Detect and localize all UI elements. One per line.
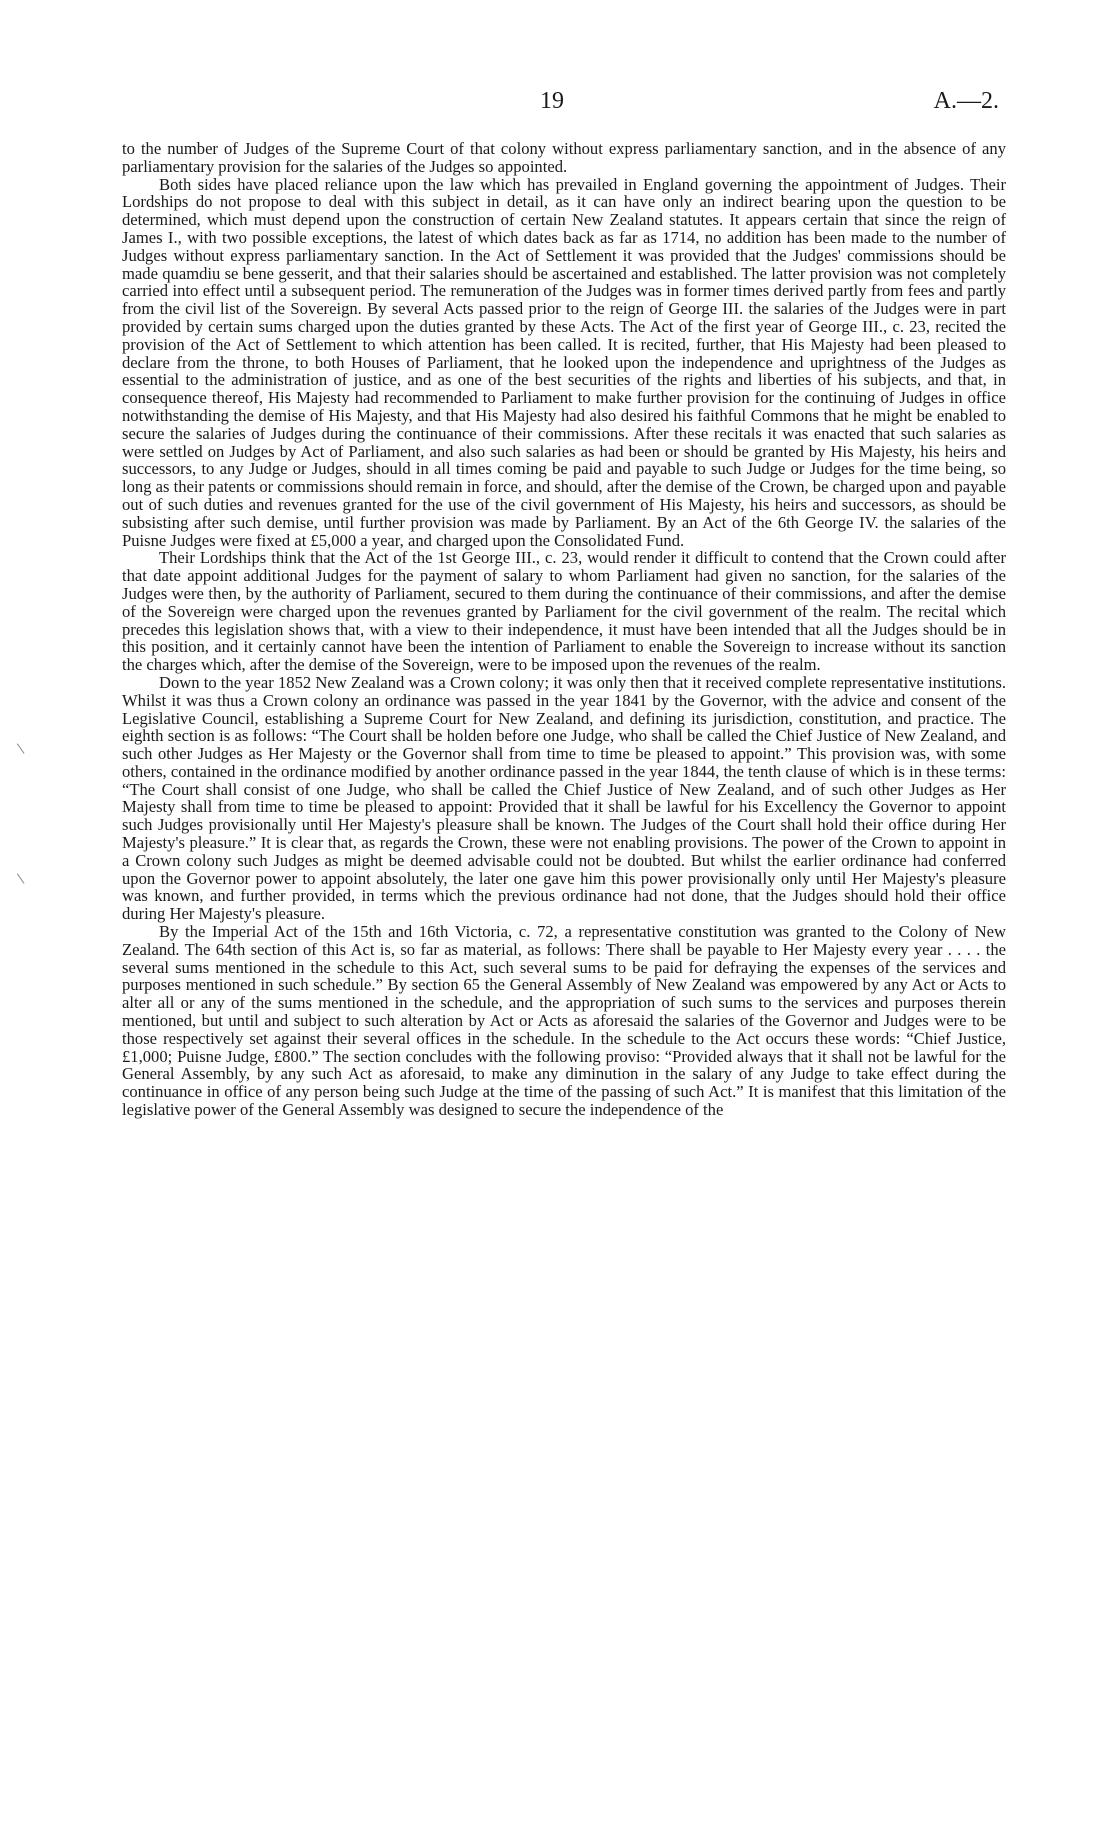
paragraph-continuation: to the number of Judges of the Supreme Court of that colony without express parliamentary sanction, and in the absence of any parliamentary provision for the salaries of the Judges so appointed. — [122, 139, 1006, 176]
paragraph-imperial-act: By the Imperial Act of the 15th and 16th Victoria, c. 72, a representative constitution was granted to the Colony of New Zealand. The 64th section of this Act is, so far as material, as follows: There shall be payable to Her Majesty every year . . . . the several sums mentioned in the schedule to this Act, such several sums to be paid for defraying the expenses of the services and purposes mentioned in such schedule.” By section 65 the General Assembly of New Zealand was empowered by any Act or Acts to alter all or any of the sums mentioned in the schedule, and the appropriation of such sums to the services and purposes therein mentioned, but until and subject to such alteration by Act or Acts as aforesaid the salaries of the Governor and Judges were to be those respectively set against their several offices in the schedule. In the schedule to the Act occurs these words: “Chief Justice, £1,000; Puisne Judge, £800.” The section concludes with the following proviso: “Provided always that it shall not be lawful for the General Assembly, by any such Act as aforesaid, to make any diminution in the salary of any Judge to take effect during the continuance in office of any person being such Judge at the time of the passing of such Act.” It is manifest that this limitation of the legislative power of the General Assembly was designed to secure the independence of the — [122, 922, 1006, 1120]
margin-mark — [17, 872, 26, 884]
page-header — [0, 88, 1114, 122]
page-code: A.—2. — [933, 88, 999, 114]
paragraph-george-iii-act: Their Lordships think that the Act of the 1st George III., c. 23, would render it difficult to contend that the Crown could after that date appoint additional Judges for the payment of salary to whom Parliament had given no sanction, for the salaries of the Judges were then, by the authority of Parliament, secured to them during the continuance of their commissions, and after the demise of the Sovereign were charged upon the revenues granted by Parliament for the civil government of the realm. The recital which precedes this legislation shows that, with a view to their independence, it must have been intended that all the Judges should be in this position, and it certainly cannot have been the intention of Parliament to enable the Sovereign to increase without its sanction the charges which, after the demise of the Sovereign, were to be imposed upon the revenues of the realm. — [122, 548, 1006, 675]
paragraph-crown-colony: Down to the year 1852 New Zealand was a Crown colony; it was only then that it received complete representative institutions. Whilst it was thus a Crown colony an ordinance was passed in the year 1841 by the Governor, with the advice and consent of the Legislative Council, establishing a Supreme Court for New Zealand, and defining its jurisdiction, constitution, and practice. The eighth section is as follows: “The Court shall be holden before one Judge, who shall be called the Chief Justice of New Zealand, and such other Judges as Her Majesty or the Governor shall from time to time be pleased to appoint.” This provision was, with some others, contained in the ordinance modified by another ordinance passed in the year 1844, the tenth clause of which is in these terms: “The Court shall consist of one Judge, who shall be called the Chief Justice of New Zealand, and of such other Judges as Her Majesty shall from time to time be pleased to appoint: Provided that it shall be lawful for his Excellency the Governor to appoint such Judges provisionally until Her Majesty's pleasure shall be known. The Judges of the Court shall hold their office during Her Majesty's pleasure.” It is clear that, as regards the Crown, these were not enabling provisions. The power of the Crown to appoint in a Crown colony such Judges as might be deemed advisable could not be doubted. But whilst the earlier ordinance had conferred upon the Governor power to appoint absolutely, the later one gave him this power provisionally only until Her Majesty's pleasure was known, and further provided, in terms which the previous ordinance had not done, that the Judges should hold their office during Her Majesty's pleasure. — [122, 672, 1006, 924]
body-text — [122, 140, 1006, 1119]
page-number: 19 — [540, 88, 564, 114]
margin-mark — [17, 742, 26, 754]
paragraph-law-of-england: Both sides have placed reliance upon the law which has prevailed in England governing the appointment of Judges. Their Lordships do not propose to deal with this subject in detail, as it can have only an indirect bearing upon the question to be determined, which must depend upon the construction of certain New Zealand statutes. It appears certain that since the reign of James I., with two possible exceptions, the latest of which dates back as far as 1714, no addition has been made to the number of Judges without express parliamentary sanction. In the Act of Settlement it was provided that the Judges' commissions should be made quamdiu se bene gesserit, and that their salaries should be ascertained and established. The latter provision was not completely carried into effect until a subsequent period. The remuneration of the Judges was in former times derived partly from fees and partly from the civil list of the Sovereign. By several Acts passed prior to the reign of George III. the salaries of the Judges were in part provided by certain sums charged upon the duties granted by these Acts. The Act of the first year of George III., c. 23, recited the provision of the Act of Settlement to which attention has been called. It is recited, further, that His Majesty had been pleased to declare from the throne, to both Houses of Parliament, that he looked upon the independence and uprightness of the Judges as essential to the administration of justice, and as one of the best securities of the rights and liberties of his subjects, and that, in consequence thereof, His Majesty had recommended to Parliament to make further provision for the continuing of Judges in office notwithstanding the demise of His Majesty, and that His Majesty had also desired his faithful Commons that he might be enabled to secure the salaries of Judges during the continuance of their commissions. After these recitals it was enacted that such salaries as were settled on Judges by Act of Parliament, and also such salaries as had been or should be granted by His Majesty, his heirs and successors, to any Judge or Judges, should in all times coming be paid and payable to such Judge or Judges for the time being, so long as their patents or commissions should remain in force, and should, after the demise of the Crown, be charged upon and payable out of such duties and revenues granted for the use of the civil government of His Majesty, his heirs and successors, as should be subsisting after such demise, until further provision was made by Parliament. By an Act of the 6th George IV. the salaries of the Puisne Judges were fixed at £5,000 a year, and charged upon the Consolidated Fund. — [122, 174, 1007, 550]
